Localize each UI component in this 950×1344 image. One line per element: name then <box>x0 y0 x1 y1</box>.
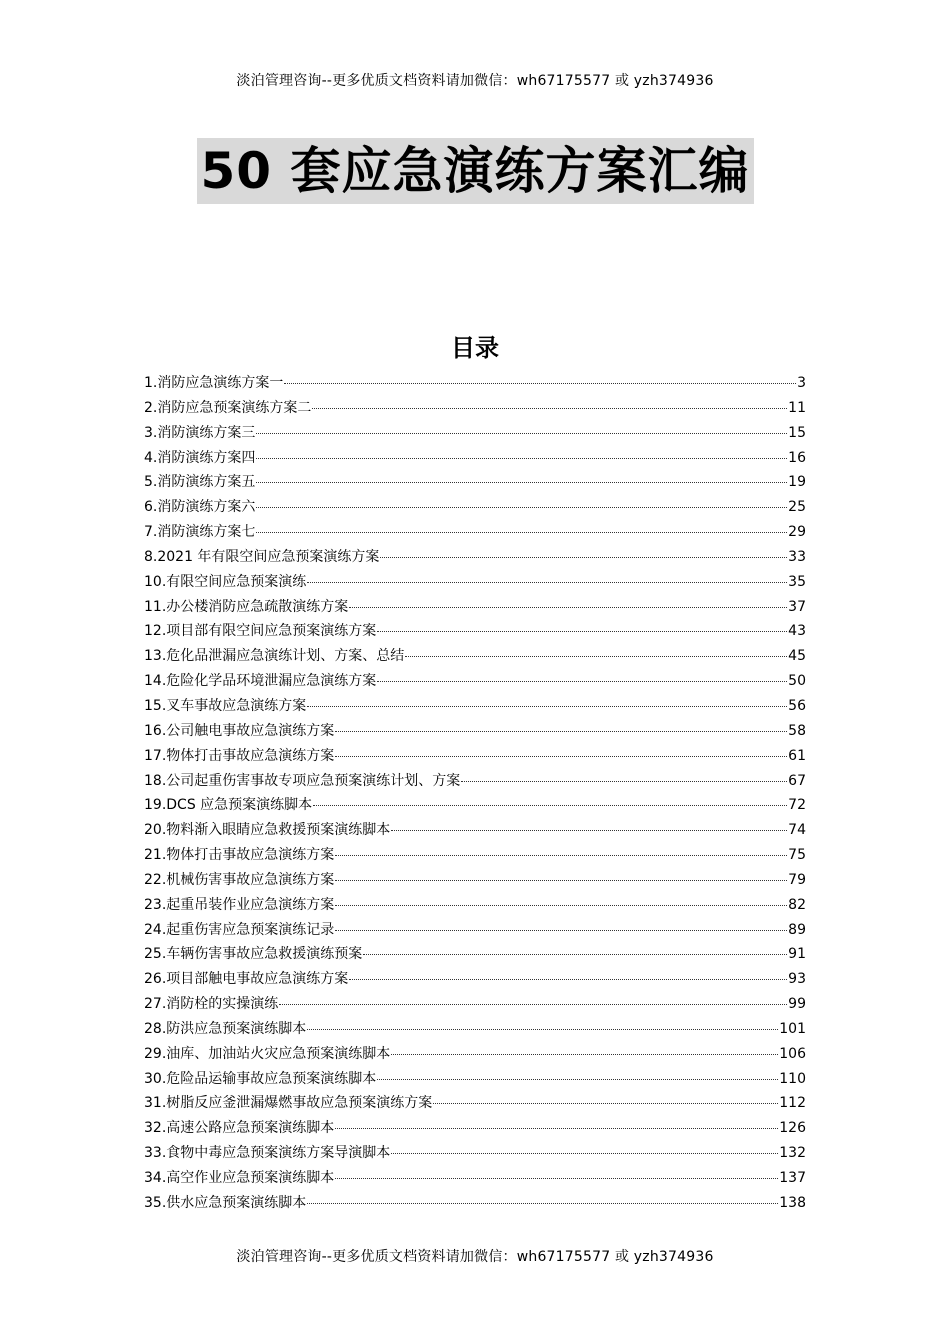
toc-dot-leader <box>349 605 787 608</box>
toc-entry-label[interactable]: 17.物体打击事故应急演练方案 <box>144 747 335 764</box>
toc-entry-page[interactable]: 67 <box>788 772 806 789</box>
toc-entry-label[interactable]: 12.项目部有限空间应急预案演练方案 <box>144 623 377 640</box>
toc-entry-label[interactable]: 11.办公楼消防应急疏散演练方案 <box>144 598 349 615</box>
toc-entry[interactable] <box>144 820 806 845</box>
toc-entry-page[interactable]: 45 <box>788 648 806 665</box>
toc-entry-label[interactable]: 27.消防栓的实操演练 <box>144 996 279 1013</box>
toc-dot-leader <box>380 555 787 558</box>
toc-dot-leader <box>256 456 787 459</box>
toc-entry-label[interactable]: 6.消防演练方案六 <box>144 499 256 516</box>
toc-entry-page[interactable]: 16 <box>788 449 806 466</box>
toc-dot-leader <box>461 779 787 782</box>
toc-entry-page[interactable]: 50 <box>788 673 806 690</box>
toc-dot-leader <box>256 505 787 508</box>
toc-entry[interactable] <box>144 795 806 820</box>
toc-entry-page[interactable]: 25 <box>788 499 806 516</box>
toc-entry[interactable] <box>144 398 806 423</box>
toc-entry-label[interactable]: 3.消防演练方案三 <box>144 424 256 441</box>
toc-dot-leader <box>335 1126 778 1129</box>
toc-entry-label[interactable]: 8.2021 年有限空间应急预案演练方案 <box>144 548 380 565</box>
document-title <box>0 138 950 204</box>
toc-entry-page[interactable]: 33 <box>788 548 806 565</box>
toc-entry[interactable] <box>144 920 806 945</box>
toc-entry[interactable] <box>144 448 806 473</box>
toc-entry-page[interactable]: 15 <box>788 424 806 441</box>
toc-entry-label[interactable]: 10.有限空间应急预案演练 <box>144 573 307 590</box>
toc-entry-label[interactable]: 30.危险品运输事故应急预案演练脚本 <box>144 1070 377 1087</box>
toc-entry-label[interactable]: 29.油库、加油站火灾应急预案演练脚本 <box>144 1045 391 1062</box>
toc-entry[interactable] <box>144 1118 806 1143</box>
toc-dot-leader <box>391 1052 778 1055</box>
toc-dot-leader <box>377 629 787 632</box>
toc-heading: 目录 <box>451 334 499 362</box>
toc-dot-leader <box>391 828 787 831</box>
toc-dot-leader <box>256 480 787 483</box>
toc-entry-page[interactable]: 11 <box>788 399 806 416</box>
toc-dot-leader <box>349 977 787 980</box>
toc-entry[interactable] <box>144 771 806 796</box>
toc-entry-label[interactable]: 20.物料渐入眼睛应急救援预案演练脚本 <box>144 822 391 839</box>
toc-entry[interactable] <box>144 994 806 1019</box>
toc-dot-leader <box>256 530 787 533</box>
toc-entry-label[interactable]: 34.高空作业应急预案演练脚本 <box>144 1170 335 1186</box>
toc-entry-page[interactable]: 35 <box>788 573 806 590</box>
toc-entry-page[interactable]: 110 <box>779 1070 806 1087</box>
toc-entry[interactable] <box>144 721 806 746</box>
toc-entry-label[interactable]: 28.防洪应急预案演练脚本 <box>144 1020 307 1037</box>
toc-entry-page[interactable]: 75 <box>788 847 806 864</box>
toc-entry-label[interactable]: 26.项目部触电事故应急演练方案 <box>144 971 349 988</box>
toc-entry-page[interactable]: 89 <box>788 921 806 938</box>
toc-entry-label[interactable]: 21.物体打击事故应急演练方案 <box>144 847 335 864</box>
toc-dot-leader <box>312 406 787 409</box>
toc-entry[interactable] <box>144 597 806 622</box>
toc-entry-label[interactable]: 33.食物中毒应急预案演练方案导演脚本 <box>144 1145 391 1162</box>
toc-entry-label[interactable]: 22.机械伤害事故应急演练方案 <box>144 871 335 888</box>
toc-dot-leader <box>307 704 787 707</box>
toc-entry-page[interactable]: 79 <box>788 871 806 888</box>
toc-entry-label[interactable]: 15.叉车事故应急演练方案 <box>144 697 307 714</box>
toc-entry[interactable] <box>144 1019 806 1044</box>
toc-entry-label[interactable]: 14.危险化学品环境泄漏应急演练方案 <box>144 673 377 690</box>
toc-entry[interactable] <box>144 547 806 572</box>
toc-entry-page[interactable]: 138 <box>779 1194 806 1211</box>
toc-dot-leader <box>335 928 787 931</box>
toc-entry[interactable] <box>144 472 806 497</box>
toc-entry-page[interactable]: 43 <box>788 623 806 640</box>
toc-entry[interactable] <box>144 696 806 721</box>
toc-dot-leader <box>256 431 787 434</box>
toc-entry-label[interactable]: 19.DCS 应急预案演练脚本 <box>144 797 313 814</box>
toc-entry-label[interactable]: 7.消防演练方案七 <box>144 524 256 541</box>
toc-entry-page[interactable]: 58 <box>788 722 806 739</box>
toc-entry-page[interactable]: 72 <box>788 797 806 814</box>
toc-entry[interactable] <box>144 1143 806 1168</box>
toc-entry-label[interactable]: 25.车辆伤害事故应急救援演练预案 <box>144 946 363 963</box>
toc-entry-label[interactable]: 13.危化品泄漏应急演练计划、方案、总结 <box>144 648 405 665</box>
toc-entry-page[interactable]: 132 <box>779 1145 806 1162</box>
toc-entry-page[interactable]: 56 <box>788 697 806 714</box>
page-footer-note: 淡泊管理咨询--更多优质文档资料请加微信：wh67175577 或 yzh374936 <box>236 1249 714 1265</box>
toc-entry-label[interactable]: 4.消防演练方案四 <box>144 449 256 466</box>
toc-dot-leader <box>307 1201 778 1204</box>
toc-entry[interactable] <box>144 944 806 969</box>
toc-dot-leader <box>307 580 787 583</box>
toc-entry-label[interactable]: 32.高速公路应急预案演练脚本 <box>144 1120 335 1137</box>
toc-entry[interactable] <box>144 1093 806 1118</box>
document-title-text: 50 套应急演练方案汇编 <box>197 138 754 204</box>
toc-entry-page[interactable]: 29 <box>788 524 806 541</box>
table-of-contents <box>144 373 806 1218</box>
toc-entry[interactable] <box>144 621 806 646</box>
toc-entry-label[interactable]: 31.树脂反应釜泄漏爆燃事故应急预案演练方案 <box>144 1095 433 1112</box>
toc-dot-leader <box>391 1151 778 1154</box>
toc-dot-leader <box>335 729 787 732</box>
toc-dot-leader <box>335 903 787 906</box>
toc-entry-page[interactable]: 91 <box>788 946 806 963</box>
toc-entry[interactable] <box>144 646 806 671</box>
toc-entry-page[interactable]: 19 <box>788 474 806 491</box>
page-header-note: 淡泊管理咨询--更多优质文档资料请加微信：wh67175577 或 yzh374936 <box>236 73 714 89</box>
toc-dot-leader <box>335 754 787 757</box>
toc-entry[interactable] <box>144 1069 806 1094</box>
toc-entry[interactable] <box>144 895 806 920</box>
toc-entry-label[interactable]: 1.消防应急演练方案一 <box>144 375 284 391</box>
toc-entry[interactable] <box>144 1193 806 1218</box>
toc-entry[interactable] <box>144 497 806 522</box>
toc-entry-page[interactable]: 101 <box>779 1020 806 1037</box>
toc-dot-leader <box>335 853 787 856</box>
toc-entry-label[interactable]: 5.消防演练方案五 <box>144 474 256 491</box>
toc-entry-page[interactable]: 37 <box>788 598 806 615</box>
toc-entry-page[interactable]: 93 <box>788 971 806 988</box>
toc-entry[interactable] <box>144 671 806 696</box>
toc-entry-label[interactable]: 16.公司触电事故应急演练方案 <box>144 722 335 739</box>
toc-entry-page[interactable]: 126 <box>779 1120 806 1137</box>
toc-entry-label[interactable]: 18.公司起重伤害事故专项应急预案演练计划、方案 <box>144 772 461 789</box>
toc-dot-leader <box>313 803 787 806</box>
toc-dot-leader <box>433 1101 778 1104</box>
toc-entry-page[interactable]: 61 <box>788 747 806 764</box>
toc-dot-leader <box>377 1077 778 1080</box>
toc-dot-leader <box>363 952 787 955</box>
toc-entry-page[interactable]: 82 <box>788 896 806 913</box>
toc-dot-leader <box>279 1002 787 1005</box>
toc-entry-page[interactable]: 3 <box>797 375 806 391</box>
toc-entry-page[interactable]: 99 <box>788 996 806 1013</box>
toc-entry-page[interactable]: 137 <box>779 1170 806 1186</box>
toc-entry[interactable] <box>144 423 806 448</box>
toc-dot-leader <box>335 878 787 881</box>
toc-entry[interactable] <box>144 1044 806 1069</box>
toc-entry[interactable] <box>144 522 806 547</box>
toc-entry[interactable] <box>144 746 806 771</box>
toc-entry-label[interactable]: 24.起重伤害应急预案演练记录 <box>144 921 335 938</box>
toc-dot-leader <box>335 1176 778 1179</box>
toc-dot-leader <box>405 654 787 657</box>
toc-entry[interactable] <box>144 572 806 597</box>
toc-entry-label[interactable]: 23.起重吊装作业应急演练方案 <box>144 896 335 913</box>
toc-entry[interactable] <box>144 845 806 870</box>
toc-dot-leader <box>307 1027 778 1030</box>
toc-entry-page[interactable]: 112 <box>779 1095 806 1112</box>
toc-entry-label[interactable]: 35.供水应急预案演练脚本 <box>144 1194 307 1211</box>
toc-entry-page[interactable]: 74 <box>788 822 806 839</box>
toc-entry-label[interactable]: 2.消防应急预案演练方案二 <box>144 399 312 416</box>
toc-entry[interactable] <box>144 373 806 398</box>
toc-dot-leader <box>284 381 796 384</box>
toc-dot-leader <box>377 679 787 682</box>
toc-entry[interactable] <box>144 1168 806 1193</box>
toc-entry-page[interactable]: 106 <box>779 1045 806 1062</box>
toc-entry[interactable] <box>144 969 806 994</box>
toc-entry[interactable] <box>144 870 806 895</box>
